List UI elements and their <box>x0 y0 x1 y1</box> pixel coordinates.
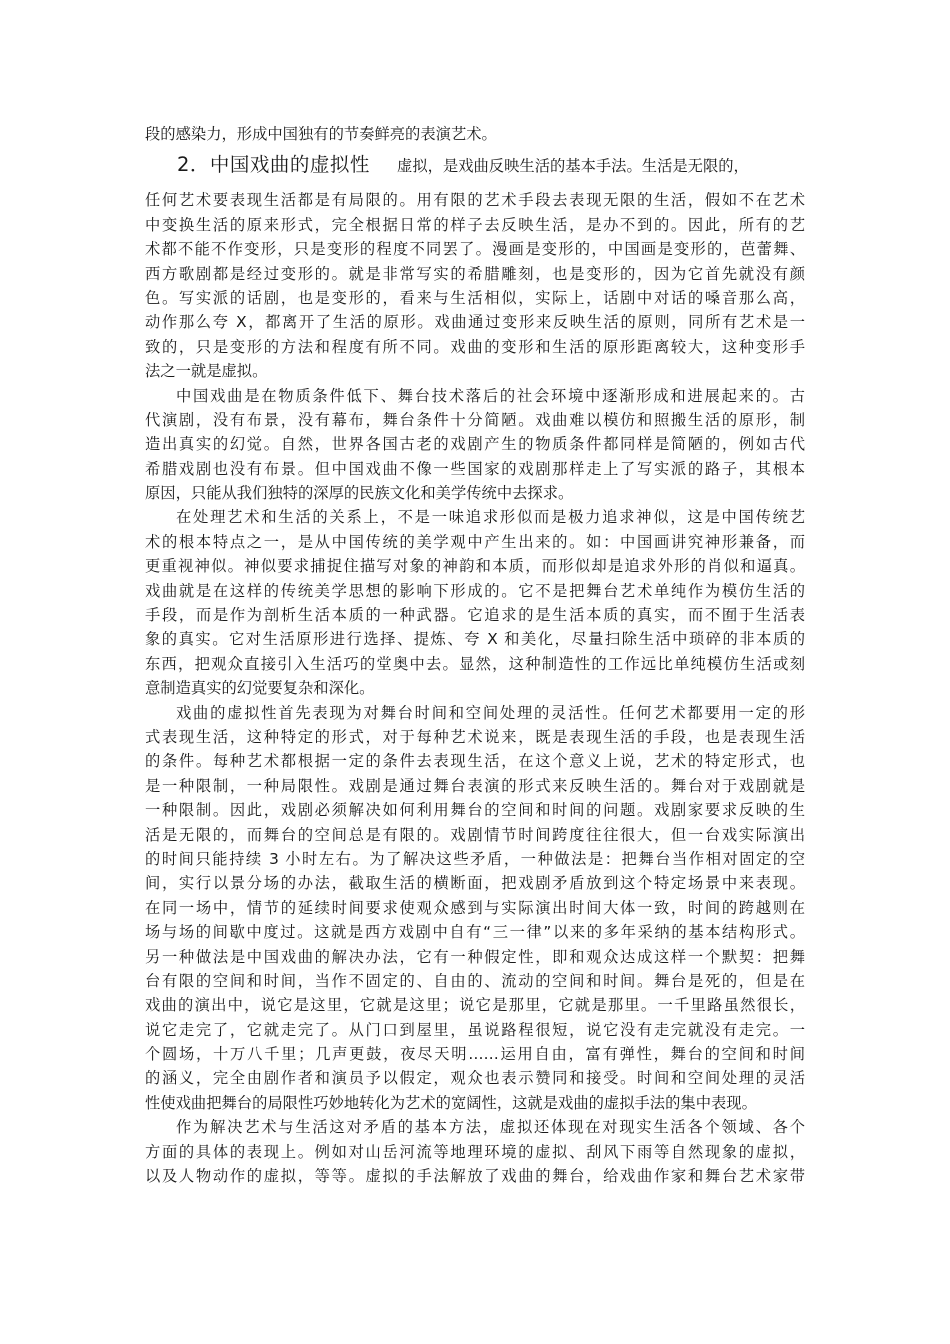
paragraph-line: 式表现生活，这种特定的形式，对于每种艺术说来，既是表现生活的手段，也是表现生活 <box>145 727 805 746</box>
paragraph-line: 活是无限的，而舞台的空间总是有限的。戏剧情节时间跨度往往很大，但一台戏实际演出 <box>145 825 805 844</box>
paragraph-line: 性使戏曲把舞台的局限性巧妙地转化为艺术的宽阔性，这就是戏曲的虚拟手法的集中表现。 <box>145 1093 757 1112</box>
paragraph-line: 法之一就是虚拟。 <box>145 362 268 381</box>
paragraph-line: 一种限制。因此，戏剧必须解决如何利用舞台的空间和时间的问题。戏剧家要求反映的生 <box>145 801 805 820</box>
paragraph-line: 原因，只能从我们独特的深厚的民族文化和美学传统中去探求。 <box>145 484 574 503</box>
paragraph-line: 东西，把观众直接引入生活巧的堂奥中去。显然，这种制造性的工作远比单纯模仿生活或刻 <box>145 654 805 673</box>
paragraph-2 <box>145 384 805 506</box>
paragraph-line: 另一种做法是中国戏曲的解决办法，它有一种假定性，即和观众达成这样一个默契：把舞 <box>145 947 805 966</box>
paragraph-line: 动作那么夸 X，都离开了生活的原形。戏曲通过变形来反映生活的原则，同所有艺术是一 <box>145 313 805 332</box>
paragraph-line: 西方歌剧都是经过变形的。就是非常写实的希腊雕刻，也是变形的，因为它首先就没有颜 <box>145 264 805 283</box>
paragraph-4 <box>145 701 805 1116</box>
paragraph-line: 戏曲的虚拟性首先表现为对舞台时间和空间处理的灵活性。任何艺术都要用一定的形 <box>176 703 805 722</box>
section-heading-row <box>145 146 805 188</box>
paragraph-line: 场与场的间歇中度过。这就是西方戏剧中自有“三一律”以来的多年采纳的基本结构形式。 <box>145 923 805 942</box>
section-heading: 2．中国戏曲的虚拟性 <box>177 153 370 177</box>
paragraph-line: 方面的具体的表现上。例如对山岳河流等地理环境的虚拟、刮风下雨等自然现象的虚拟， <box>145 1142 805 1161</box>
paragraph-line: 是一种限制，一种局限性。戏剧是通过舞台表演的形式来反映生活的。舞台对于戏剧就是 <box>145 776 805 795</box>
paragraph-3 <box>145 505 805 700</box>
paragraph-line: 说它走完了，它就走完了。从门口到屋里，虽说路程很短，说它没有走完就没有走完。一 <box>145 1020 805 1039</box>
paragraph-line: 致的，只是变形的方法和程度有所不同。戏曲的变形和生活的原形距离较大，这种变形手 <box>145 337 805 356</box>
paragraph-line: 的涵义，完全由剧作者和演员予以假定，观众也表示赞同和接受。时间和空间处理的灵活 <box>145 1069 805 1088</box>
paragraph-line: 更重视神似。神似要求捕捉住描写对象的神韵和本质，而形似却是追求外形的肖似和逼真。 <box>145 557 805 576</box>
paragraph-1 <box>145 188 805 383</box>
paragraph-line: 间，实行以景分场的办法，截取生活的横断面，把戏剧矛盾放到这个特定场景中来表现。 <box>145 874 805 893</box>
paragraph-line: 中变换生活的原来形式，完全根据日常的样子去反映生活，是办不到的。因此，所有的艺 <box>145 215 805 234</box>
paragraph-line: 中国戏曲是在物质条件低下、舞台技术落后的社会环境中逐渐形成和进展起来的。古 <box>176 386 805 405</box>
paragraph-line: 任何艺术要表现生活都是有局限的。用有限的艺术手段去表现无限的生活，假如不在艺术 <box>145 191 805 210</box>
paragraph-line: 色。写实派的话剧，也是变形的，看来与生活相似，实际上，话剧中对话的嗓音那么高， <box>145 288 805 307</box>
paragraph-line: 的条件。每种艺术都根据一定的条件去表现生活，在这个意义上说，艺术的特定形式，也 <box>145 752 805 771</box>
paragraph-line: 意制造真实的幻觉要复杂和深化。 <box>145 679 375 698</box>
section-heading-tail: 虚拟，是戏曲反映生活的基本手法。生活是无限的， <box>397 157 749 176</box>
paragraph-line: 在同一场中，情节的延续时间要求使观众感到与实际演出时间大体一致，时间的跨越则在 <box>145 898 805 917</box>
paragraph-5 <box>145 1115 805 1188</box>
paragraph-line: 的时间只能持续 3 小时左右。为了解决这些矛盾，一种做法是：把舞台当作相对固定的空 <box>145 849 805 868</box>
paragraph-line: 以及人物动作的虚拟，等等。虚拟的手法解放了戏曲的舞台，给戏曲作家和舞台艺术家带 <box>145 1167 805 1186</box>
paragraph-line: 台有限的空间和时间，当作不固定的、自由的、流动的空间和时间。舞台是死的，但是在 <box>145 971 805 990</box>
paragraph-line: 希腊戏剧也没有布景。但中国戏曲不像一些国家的戏剧那样走上了写实派的路子，其根本 <box>145 459 805 478</box>
paragraph-line: 戏曲的演出中，说它是这里，它就是这里；说它是那里，它就是那里。一千里路虽然很长， <box>145 996 805 1015</box>
paragraph-line: 象的真实。它对生活原形进行选择、提炼、夸 X 和美化，尽量扫除生活中琐碎的非本质的 <box>145 630 805 649</box>
paragraph-line: 手段，而是作为剖析生活本质的一种武器。它追求的是生活本质的真实，而不囿于生活表 <box>145 606 805 625</box>
paragraph-line: 术的根本特点之一，是从中国传统的美学观中产生出来的。如：中国画讲究神形兼备，而 <box>145 532 805 551</box>
paragraph-line: 术都不能不作变形，只是变形的程度不同罢了。漫画是变形的，中国画是变形的，芭蕾舞、 <box>145 240 805 259</box>
paragraph-line: 戏曲就是在这样的传统美学思想的影响下形成的。它不是把舞台艺术单纯作为模仿生活的 <box>145 581 805 600</box>
paragraph-line: 代演剧，没有布景，没有幕布，舞台条件十分简陋。戏曲难以模仿和照搬生活的原形，制 <box>145 410 805 429</box>
paragraph-line: 个圆场，十万八千里；几声更鼓，夜尽天明……运用自由，富有弹性，舞台的空间和时间 <box>145 1045 805 1064</box>
document-page <box>145 122 805 1188</box>
intro-line: 段的感染力，形成中国独有的节奏鲜亮的表演艺术。 <box>145 125 497 143</box>
paragraph-line: 在处理艺术和生活的关系上，不是一味追求形似而是极力追求神似，这是中国传统艺 <box>176 508 805 527</box>
paragraph-line: 作为解决艺术与生活这对矛盾的基本方法，虚拟还体现在对现实生活各个领域、各个 <box>176 1118 805 1137</box>
paragraph-line: 造出真实的幻觉。自然，世界各国古老的戏剧产生的物质条件都同样是简陋的，例如古代 <box>145 435 805 454</box>
